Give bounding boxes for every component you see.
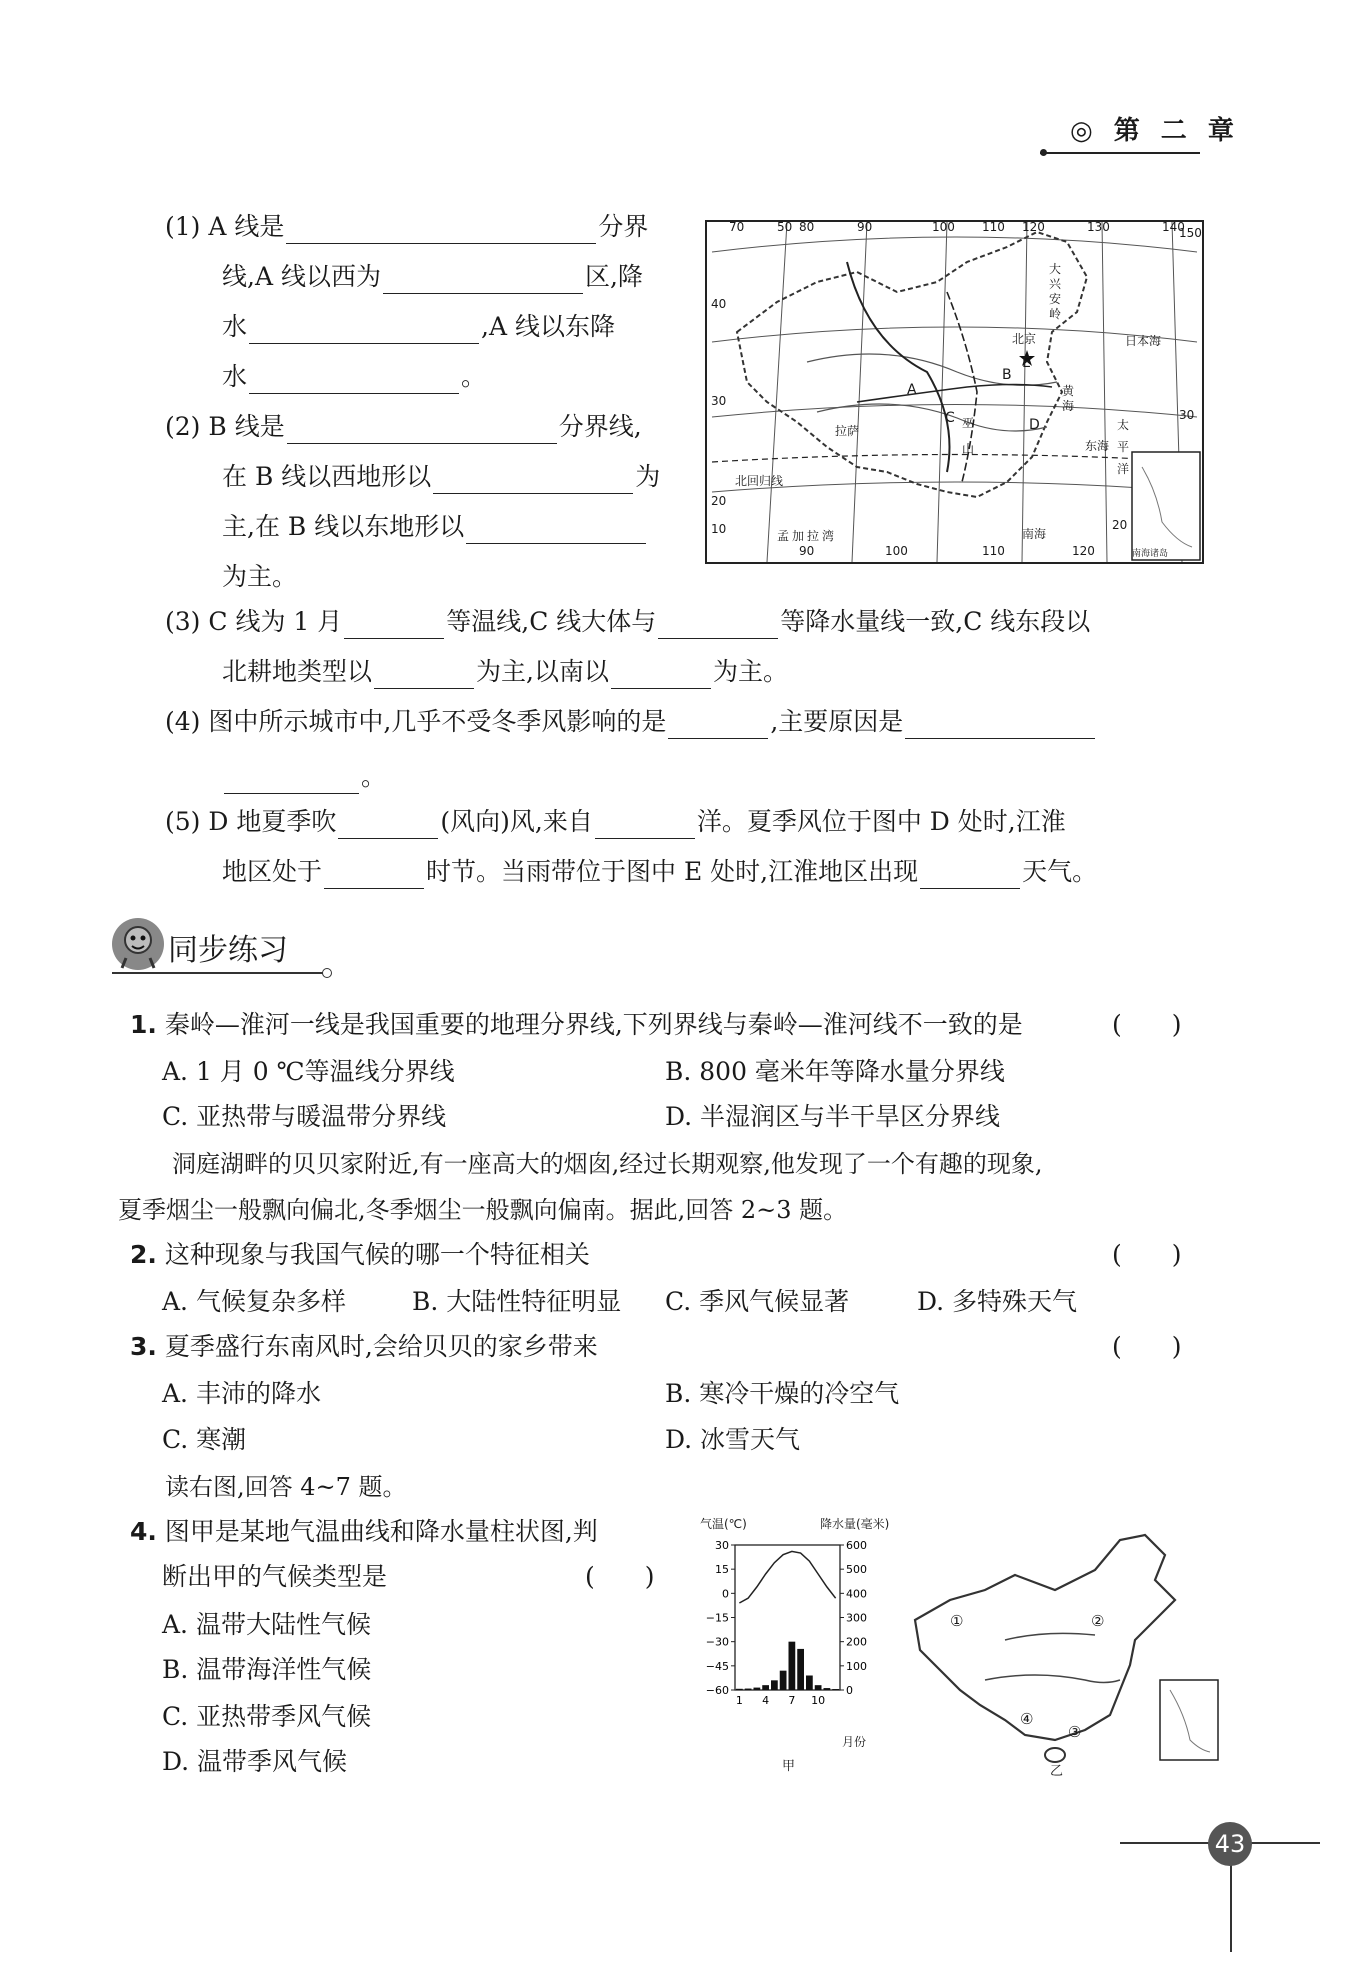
blank[interactable] [374,662,474,689]
marker-1: ① [950,1612,964,1630]
answer-paren[interactable]: ( ) [585,1562,655,1591]
q4-option-b[interactable]: B. 温带海洋性气候 [162,1655,372,1684]
label-beijing: 北京 [1012,332,1037,346]
q1-option-c[interactable]: C. 亚热带与暖温带分界线 [162,1102,447,1131]
q2-option-a[interactable]: A. 气候复杂多样 [162,1287,346,1316]
lon-label: 100 [932,220,955,234]
lon-label: 140 [1162,220,1185,234]
q4-option-c[interactable]: C. 亚热带季风气候 [162,1702,372,1731]
label-tropic: 北回归线 [735,474,784,488]
question-2-stem: 2. 这种现象与我国气候的哪一个特征相关 [130,1240,590,1269]
precip-tick-label: 0 [846,1684,853,1697]
precip-bar [832,1689,839,1690]
blank[interactable] [344,612,444,639]
passage-line2: 夏季烟尘一般飘向偏北,冬季烟尘一般飘向偏南。据此,回答 2~3 题。 [118,1196,848,1224]
q-top-1-line4: 水 。 [222,360,486,394]
blank[interactable] [286,217,596,244]
lon-label: 80 [799,220,815,234]
question-4-stem-line2: 断出甲的气候类型是 [162,1562,388,1591]
lon-label: 90 [799,544,815,558]
marker-4: ④ [1020,1710,1034,1728]
lat-label: 20 [1112,518,1128,532]
lon-label: 110 [982,544,1005,558]
china-outline-map [905,1530,1225,1780]
blank[interactable] [920,862,1020,889]
q-top-5-line2: 地区处于 时节。当雨带位于图中 E 处时,江淮地区出现 天气。 [222,855,1097,889]
page-number: 43 [1208,1822,1252,1866]
label-ribenhai: 日本海 [1125,334,1162,348]
label-bengal: 孟加拉湾 [777,529,838,543]
header-rule-dot [1040,149,1047,156]
precip-tick-label: 600 [846,1539,867,1552]
line-b-label: B [1002,367,1012,383]
precip-tick-label: 500 [846,1563,867,1577]
blank[interactable] [595,812,695,839]
label-daxinganling: 大兴安岭 [1049,262,1062,321]
temp-tick-label: 30 [715,1539,729,1552]
blank[interactable] [466,517,646,544]
lon-label: 120 [1022,220,1045,234]
precip-tick-label: 200 [846,1635,867,1649]
lon-label: 50 [777,220,793,234]
q-top-2-line1: (2) B 线是 分界线, [165,410,642,444]
left-axis-label: 气温(℃) [700,1517,747,1531]
precip-tick-label: 400 [846,1587,867,1601]
blank[interactable] [383,267,583,294]
blank[interactable] [338,812,438,839]
q3-option-b[interactable]: B. 寒冷干燥的冷空气 [665,1379,900,1408]
lon-label: 120 [1072,544,1095,558]
section-underline-dot [322,968,332,978]
precip-bar [824,1688,831,1690]
precip-bar [754,1688,761,1690]
q-top-3-line2: 北耕地类型以 为主,以南以 为主。 [222,655,788,689]
q-top-2-line3: 主,在 B 线以东地形以 [222,510,648,544]
temp-tick-label: −60 [705,1684,729,1697]
q-top-1-line2: 线,A 线以西为 区,降 [222,260,643,294]
lon-label: 100 [885,544,908,558]
blank[interactable] [324,862,424,889]
plot-frame [735,1545,840,1690]
precip-bar [780,1671,787,1690]
section-underline [112,972,324,974]
answer-paren[interactable]: ( ) [1112,1240,1182,1269]
line-a-label: A [907,382,917,398]
question-4-stem-line1: 4. 图甲是某地气温曲线和降水量柱状图,判 [130,1517,598,1546]
label-wushan: 巫山 [962,416,975,456]
lat-label: 30 [1179,408,1195,422]
blank[interactable] [249,317,479,344]
lon-label: 70 [729,220,745,234]
q-top-2-line4: 为主。 [222,562,298,591]
answer-paren[interactable]: ( ) [1112,1010,1182,1039]
blank[interactable] [249,367,459,394]
temperature-line [739,1551,835,1603]
q-top-1-line3: 水 ,A 线以东降 [222,310,615,344]
answer-paren[interactable]: ( ) [1112,1332,1182,1361]
temp-tick-label: −45 [705,1659,729,1673]
blank[interactable] [668,712,768,739]
temp-tick-label: 0 [722,1587,729,1601]
q4-option-d[interactable]: D. 温带季风气候 [162,1747,348,1776]
precip-bar [797,1649,804,1690]
china-climate-map [705,220,1204,564]
precip-bar [745,1689,752,1690]
q4-option-a[interactable]: A. 温带大陆性气候 [162,1610,371,1639]
q-top-1-line1: (1) A 线是 分界 [165,210,648,244]
q3-option-c[interactable]: C. 寒潮 [162,1425,247,1454]
q2-option-c[interactable]: C. 季风气候显著 [665,1287,850,1316]
label-nanhai-islands: 南海诸岛 [1132,549,1169,559]
label-lasa: 拉萨 [835,424,860,438]
marker-3: ③ [1068,1723,1082,1741]
q2-option-d[interactable]: D. 多特殊天气 [917,1287,1078,1316]
x-tick-label: 7 [788,1694,796,1707]
blank[interactable] [905,712,1095,739]
precip-bar [789,1642,796,1690]
precip-bar [762,1685,769,1690]
point-d-label: D [1029,417,1040,433]
map-caption: 乙 [1050,1764,1064,1779]
q-top-2-line2: 在 B 线以西地形以 为 [222,460,660,494]
x-tick-label: 1 [735,1694,743,1707]
lon-label: 130 [1087,220,1110,234]
blank[interactable] [611,662,711,689]
section-title: 同步练习 [168,933,288,968]
q3-option-a[interactable]: A. 丰沛的降水 [162,1379,321,1408]
precip-bar [815,1685,822,1690]
lon-label: 110 [982,220,1005,234]
q3-option-d[interactable]: D. 冰雪天气 [665,1425,801,1454]
temp-tick-label: 15 [715,1563,729,1577]
label-huanghai: 黄海 [1062,384,1075,413]
lon-label: 90 [857,220,873,234]
chart-caption: 甲 [782,1759,796,1774]
chart-plot [700,1515,930,1780]
label-nanhai: 南海 [1022,527,1047,541]
x-tick-label: 4 [762,1694,770,1707]
marker-2: ② [1091,1612,1105,1630]
precip-tick-label: 300 [846,1611,867,1625]
precip-bar [736,1689,743,1690]
header-rule [1040,152,1200,154]
question-1-stem: 1. 秦岭—淮河一线是我国重要的地理分界线,下列界线与秦岭—淮河线不一致的是 [130,1010,1023,1039]
temp-tick-label: −30 [705,1635,729,1649]
mascot-icon [112,918,164,970]
right-axis-label: 降水量(毫米) [820,1517,890,1531]
blank[interactable] [224,767,359,794]
q-top-4-line2: 。 [222,760,386,794]
q-top-3-line1: (3) C 线为 1 月 等温线,C 线大体与 等降水量线一致,C 线东段以 [165,605,1090,639]
lat-label: 40 [711,297,727,311]
read-hint: 读右图,回答 4~7 题。 [165,1473,407,1501]
q1-option-d[interactable]: D. 半湿润区与半干旱区分界线 [665,1102,1001,1131]
x-tick-label: 10 [811,1694,826,1707]
chapter-heading: ◎ 第 二 章 [1070,116,1240,146]
blank[interactable] [658,612,778,639]
lat-label: 30 [711,394,727,408]
lat-label: 10 [711,522,727,536]
temp-tick-label: −15 [705,1611,729,1625]
precip-bar [806,1676,813,1691]
precip-tick-label: 100 [846,1659,867,1673]
lon-label: 150 [1179,226,1202,240]
precip-bar [771,1680,778,1690]
x-axis-label: 月份 [842,1735,867,1749]
q2-option-b[interactable]: B. 大陆性特征明显 [412,1287,622,1316]
climate-chart [700,1515,930,1780]
point-e-label: E [1022,355,1031,371]
blank[interactable] [287,417,557,444]
line-c-label: C [945,410,955,426]
q-top-4-line1: (4) 图中所示城市中,几乎不受冬季风影响的是 ,主要原因是 [165,705,1097,739]
label-taipingyang: 太平洋 [1117,418,1130,476]
lat-label: 20 [711,494,727,508]
q1-option-b[interactable]: B. 800 毫米年等降水量分界线 [665,1057,1005,1086]
passage-line1: 洞庭湖畔的贝贝家附近,有一座高大的烟囱,经过长期观察,他发现了一个有趣的现象, [172,1150,1043,1178]
question-3-stem: 3. 夏季盛行东南风时,会给贝贝的家乡带来 [130,1332,598,1361]
q-top-5-line1: (5) D 地夏季吹 (风向)风,来自 洋。夏季风位于图中 D 处时,江淮 [165,805,1066,839]
label-donghai: 东海 [1085,439,1110,453]
q1-option-a[interactable]: A. 1 月 0 ℃等温线分界线 [162,1057,455,1086]
blank[interactable] [433,467,633,494]
